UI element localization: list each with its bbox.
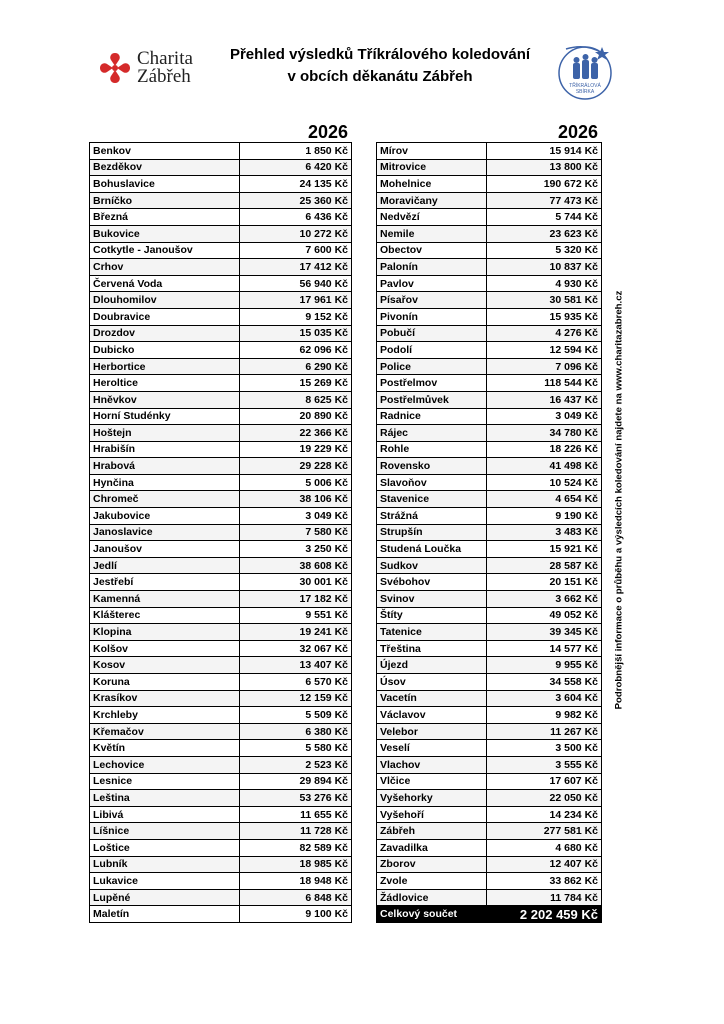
right-year-header: 2026 [558,122,599,142]
collected-amount: 24 135 Kč [240,176,352,193]
municipality-name: Chromeč [90,491,240,508]
table-row [377,723,602,740]
table-row [377,624,602,641]
municipality-name: Kamenná [90,591,240,608]
municipality-name: Kosov [90,657,240,674]
collected-amount: 7 580 Kč [240,524,352,541]
municipality-name: Leština [90,790,240,807]
municipality-name: Bohuslavice [90,176,240,193]
table-row [377,143,602,160]
collected-amount: 6 420 Kč [240,159,352,176]
table-row [377,242,602,259]
collected-amount: 16 437 Kč [487,391,602,408]
collected-amount: 19 241 Kč [240,624,352,641]
collected-amount: 34 558 Kč [487,674,602,691]
municipality-name: Zborov [377,856,487,873]
collected-amount: 17 182 Kč [240,591,352,608]
collected-amount: 56 940 Kč [240,275,352,292]
municipality-name: Rohle [377,441,487,458]
table-row [90,524,352,541]
municipality-name: Heroltice [90,375,240,392]
collected-amount: 20 151 Kč [487,574,602,591]
municipality-name: Cotkytle - Janoušov [90,242,240,259]
table-row [377,408,602,425]
collected-amount: 10 272 Kč [240,225,352,242]
collected-amount: 17 607 Kč [487,773,602,790]
table-row [90,225,352,242]
logo-line-2: Zábřeh [137,66,191,87]
municipality-name: Svébohov [377,574,487,591]
table-row [90,441,352,458]
municipality-name: Hoštejn [90,425,240,442]
municipality-name: Strupšín [377,524,487,541]
table-row [90,790,352,807]
collected-amount: 28 587 Kč [487,557,602,574]
municipality-name: Podolí [377,342,487,359]
table-row [90,607,352,624]
table-row [90,574,352,591]
table-row [377,508,602,525]
collected-amount: 3 049 Kč [487,408,602,425]
municipality-name: Palonín [377,259,487,276]
collected-amount: 4 930 Kč [487,275,602,292]
municipality-name: Postřelmov [377,375,487,392]
municipality-name: Stavenice [377,491,487,508]
collected-amount: 5 006 Kč [240,474,352,491]
table-row [377,790,602,807]
table-row [90,358,352,375]
table-row [90,773,352,790]
municipality-name: Křemačov [90,723,240,740]
municipality-name: Pavlov [377,275,487,292]
table-row [90,557,352,574]
table-row [377,657,602,674]
collected-amount: 1 850 Kč [240,143,352,160]
municipality-name: Koruna [90,674,240,691]
municipality-name: Krchleby [90,707,240,724]
municipality-name: Bukovice [90,225,240,242]
table-row [90,176,352,193]
collected-amount: 9 982 Kč [487,707,602,724]
collected-amount: 34 780 Kč [487,425,602,442]
municipality-name: Horní Studénky [90,408,240,425]
municipality-name: Slavoňov [377,474,487,491]
table-row [90,740,352,757]
table-row [90,425,352,442]
municipality-name: Štíty [377,607,487,624]
table-row [377,524,602,541]
table-row [377,325,602,342]
municipality-name: Hněvkov [90,391,240,408]
table-row [377,856,602,873]
collected-amount: 18 948 Kč [240,873,352,890]
collected-amount: 22 050 Kč [487,790,602,807]
municipality-name: Pobučí [377,325,487,342]
collected-amount: 3 483 Kč [487,524,602,541]
collected-amount: 3 049 Kč [240,508,352,525]
municipality-name: Jestřebí [90,574,240,591]
side-note [609,200,629,800]
table-row [90,856,352,873]
collected-amount: 12 594 Kč [487,342,602,359]
municipality-name: Bezděkov [90,159,240,176]
collected-amount: 77 473 Kč [487,192,602,209]
municipality-name: Janoušov [90,541,240,558]
table-row [377,192,602,209]
municipality-name: Nemile [377,225,487,242]
collected-amount: 14 577 Kč [487,640,602,657]
collected-amount: 6 380 Kč [240,723,352,740]
table-row [90,491,352,508]
collected-amount: 15 921 Kč [487,541,602,558]
table-row [377,873,602,890]
municipality-name: Doubravice [90,308,240,325]
table-row [377,740,602,757]
collected-amount: 15 269 Kč [240,375,352,392]
municipality-name: Líšnice [90,823,240,840]
table-row [377,342,602,359]
table-row [90,707,352,724]
collected-amount: 9 152 Kč [240,308,352,325]
collected-amount: 5 320 Kč [487,242,602,259]
municipality-name: Vlachov [377,756,487,773]
collected-amount: 20 890 Kč [240,408,352,425]
municipality-name: Dlouhomilov [90,292,240,309]
municipality-name: Lubník [90,856,240,873]
table-row [377,640,602,657]
municipality-name: Maletín [90,906,240,923]
table-row [90,159,352,176]
title-line-1: Přehled výsledků Tříkrálového koledování [229,46,531,63]
total-label: Celkový součet [377,906,487,923]
badge-text-1: TŘÍKRÁLOVÁ [569,83,601,89]
collected-amount: 53 276 Kč [240,790,352,807]
collected-amount: 3 250 Kč [240,541,352,558]
collected-amount: 32 067 Kč [240,640,352,657]
title-line-2: v obcích děkanátu Zábřeh [287,68,473,85]
collected-amount: 8 625 Kč [240,391,352,408]
municipality-name: Herbortice [90,358,240,375]
collected-amount: 12 159 Kč [240,690,352,707]
collected-amount: 11 655 Kč [240,806,352,823]
municipality-name: Hynčina [90,474,240,491]
page-title [210,44,550,88]
municipality-name: Svinov [377,591,487,608]
charita-logo [97,50,193,86]
collected-amount: 18 985 Kč [240,856,352,873]
table-row [90,640,352,657]
table-row [377,756,602,773]
municipality-name: Písařov [377,292,487,309]
municipality-name: Jakubovice [90,508,240,525]
collected-amount: 38 106 Kč [240,491,352,508]
collected-amount: 17 412 Kč [240,259,352,276]
table-row [377,823,602,840]
municipality-name: Radnice [377,408,487,425]
municipality-name: Václavov [377,707,487,724]
left-year-header: 2026 [308,122,349,142]
table-row [90,259,352,276]
municipality-name: Hrabišín [90,441,240,458]
table-row [90,408,352,425]
table-row [377,806,602,823]
municipality-name: Květín [90,740,240,757]
collected-amount: 4 654 Kč [487,491,602,508]
table-row [377,375,602,392]
table-row [90,839,352,856]
collected-amount: 33 862 Kč [487,873,602,890]
collected-amount: 6 848 Kč [240,889,352,906]
table-row [90,591,352,608]
collected-amount: 62 096 Kč [240,342,352,359]
table-row [377,259,602,276]
badge-text-2: SBÍRKA [575,89,595,95]
right-municipality-table [376,142,602,923]
table-row [90,723,352,740]
table-row [377,458,602,475]
municipality-name: Lechovice [90,756,240,773]
municipality-name: Benkov [90,143,240,160]
table-row [90,391,352,408]
municipality-name: Třeština [377,640,487,657]
collected-amount: 29 228 Kč [240,458,352,475]
left-municipality-table [89,142,352,923]
municipality-name: Zvole [377,873,487,890]
collected-amount: 5 580 Kč [240,740,352,757]
municipality-name: Klopina [90,624,240,641]
collected-amount: 9 100 Kč [240,906,352,923]
side-note-text: Podrobnější informace o průběhu a výsledcích koledování najdete na www.charitazabreh.cz [613,290,625,710]
municipality-name: Libivá [90,806,240,823]
table-row [90,756,352,773]
municipality-name: Veselí [377,740,487,757]
collected-amount: 30 001 Kč [240,574,352,591]
collected-amount: 5 744 Kč [487,209,602,226]
collected-amount: 3 662 Kč [487,591,602,608]
collected-amount: 11 784 Kč [487,889,602,906]
municipality-name: Kolšov [90,640,240,657]
collected-amount: 2 523 Kč [240,756,352,773]
table-row [377,425,602,442]
collected-amount: 3 500 Kč [487,740,602,757]
total-amount: 2 202 459 Kč [487,906,602,923]
table-row [90,806,352,823]
municipality-name: Jedlí [90,557,240,574]
table-row [90,541,352,558]
table-row [377,773,602,790]
collected-amount: 19 229 Kč [240,441,352,458]
collected-amount: 82 589 Kč [240,839,352,856]
municipality-name: Krasíkov [90,690,240,707]
collected-amount: 4 276 Kč [487,325,602,342]
collected-amount: 15 914 Kč [487,143,602,160]
municipality-name: Rovensko [377,458,487,475]
table-row [90,873,352,890]
table-row [377,690,602,707]
municipality-name: Újezd [377,657,487,674]
municipality-name: Janoslavice [90,524,240,541]
municipality-name: Lupěné [90,889,240,906]
collected-amount: 30 581 Kč [487,292,602,309]
table-row [377,225,602,242]
table-row [377,674,602,691]
collected-amount: 14 234 Kč [487,806,602,823]
table-row [90,624,352,641]
collected-amount: 22 366 Kč [240,425,352,442]
table-row [377,574,602,591]
table-row [90,192,352,209]
municipality-name: Žádlovice [377,889,487,906]
trikralova-sbirka-logo [556,43,614,101]
collected-amount: 23 623 Kč [487,225,602,242]
collected-amount: 9 955 Kč [487,657,602,674]
collected-amount: 25 360 Kč [240,192,352,209]
table-row [377,491,602,508]
municipality-name: Rájec [377,425,487,442]
municipality-name: Vyšehorky [377,790,487,807]
collected-amount: 9 190 Kč [487,508,602,525]
table-row [90,906,352,923]
collected-amount: 5 509 Kč [240,707,352,724]
collected-amount: 118 544 Kč [487,375,602,392]
municipality-name: Moravičany [377,192,487,209]
table-row [377,557,602,574]
municipality-name: Strážná [377,508,487,525]
table-row [90,674,352,691]
table-row [90,242,352,259]
municipality-name: Studená Loučka [377,541,487,558]
collected-amount: 49 052 Kč [487,607,602,624]
table-row [90,292,352,309]
collected-amount: 11 728 Kč [240,823,352,840]
municipality-name: Postřelmůvek [377,391,487,408]
collected-amount: 18 226 Kč [487,441,602,458]
municipality-name: Loštice [90,839,240,856]
collected-amount: 29 894 Kč [240,773,352,790]
table-row [90,474,352,491]
municipality-name: Velebor [377,723,487,740]
collected-amount: 13 800 Kč [487,159,602,176]
charita-cross-icon [97,50,133,86]
total-row [377,906,602,923]
table-row [90,508,352,525]
collected-amount: 12 407 Kč [487,856,602,873]
collected-amount: 7 600 Kč [240,242,352,259]
municipality-name: Hrabová [90,458,240,475]
municipality-name: Zavadilka [377,839,487,856]
collected-amount: 13 407 Kč [240,657,352,674]
collected-amount: 6 570 Kč [240,674,352,691]
table-row [377,176,602,193]
table-row [377,591,602,608]
collected-amount: 6 290 Kč [240,358,352,375]
table-row [377,889,602,906]
municipality-name: Tatenice [377,624,487,641]
collected-amount: 10 524 Kč [487,474,602,491]
table-row [377,292,602,309]
municipality-name: Mírov [377,143,487,160]
table-row [377,474,602,491]
table-row [90,342,352,359]
municipality-name: Březná [90,209,240,226]
table-row [90,209,352,226]
municipality-name: Mitrovice [377,159,487,176]
municipality-name: Mohelnice [377,176,487,193]
logo-line-1: Charita [137,48,193,69]
municipality-name: Lukavice [90,873,240,890]
collected-amount: 3 604 Kč [487,690,602,707]
municipality-name: Vyšehoří [377,806,487,823]
table-row [90,823,352,840]
table-row [377,391,602,408]
table-row [377,209,602,226]
municipality-name: Drozdov [90,325,240,342]
municipality-name: Police [377,358,487,375]
municipality-name: Vacetín [377,690,487,707]
collected-amount: 17 961 Kč [240,292,352,309]
collected-amount: 15 035 Kč [240,325,352,342]
table-row [377,607,602,624]
collected-amount: 3 555 Kč [487,756,602,773]
table-row [90,375,352,392]
municipality-name: Úsov [377,674,487,691]
table-row [377,159,602,176]
table-row [377,441,602,458]
table-row [90,657,352,674]
municipality-name: Červená Voda [90,275,240,292]
collected-amount: 9 551 Kč [240,607,352,624]
table-row [90,143,352,160]
table-row [377,308,602,325]
table-row [90,308,352,325]
table-row [90,690,352,707]
municipality-name: Obectov [377,242,487,259]
collected-amount: 4 680 Kč [487,839,602,856]
table-row [90,275,352,292]
table-row [90,889,352,906]
table-row [377,707,602,724]
collected-amount: 7 096 Kč [487,358,602,375]
municipality-name: Zábřeh [377,823,487,840]
collected-amount: 39 345 Kč [487,624,602,641]
collected-amount: 190 672 Kč [487,176,602,193]
municipality-name: Lesnice [90,773,240,790]
collected-amount: 15 935 Kč [487,308,602,325]
collected-amount: 38 608 Kč [240,557,352,574]
table-row [377,358,602,375]
collected-amount: 41 498 Kč [487,458,602,475]
table-row [377,839,602,856]
municipality-name: Nedvězí [377,209,487,226]
collected-amount: 11 267 Kč [487,723,602,740]
municipality-name: Brníčko [90,192,240,209]
municipality-name: Dubicko [90,342,240,359]
table-row [90,325,352,342]
municipality-name: Klášterec [90,607,240,624]
municipality-name: Sudkov [377,557,487,574]
municipality-name: Vlčice [377,773,487,790]
table-row [377,275,602,292]
collected-amount: 277 581 Kč [487,823,602,840]
municipality-name: Crhov [90,259,240,276]
collected-amount: 10 837 Kč [487,259,602,276]
collected-amount: 6 436 Kč [240,209,352,226]
municipality-name: Pivonín [377,308,487,325]
table-row [377,541,602,558]
table-row [90,458,352,475]
